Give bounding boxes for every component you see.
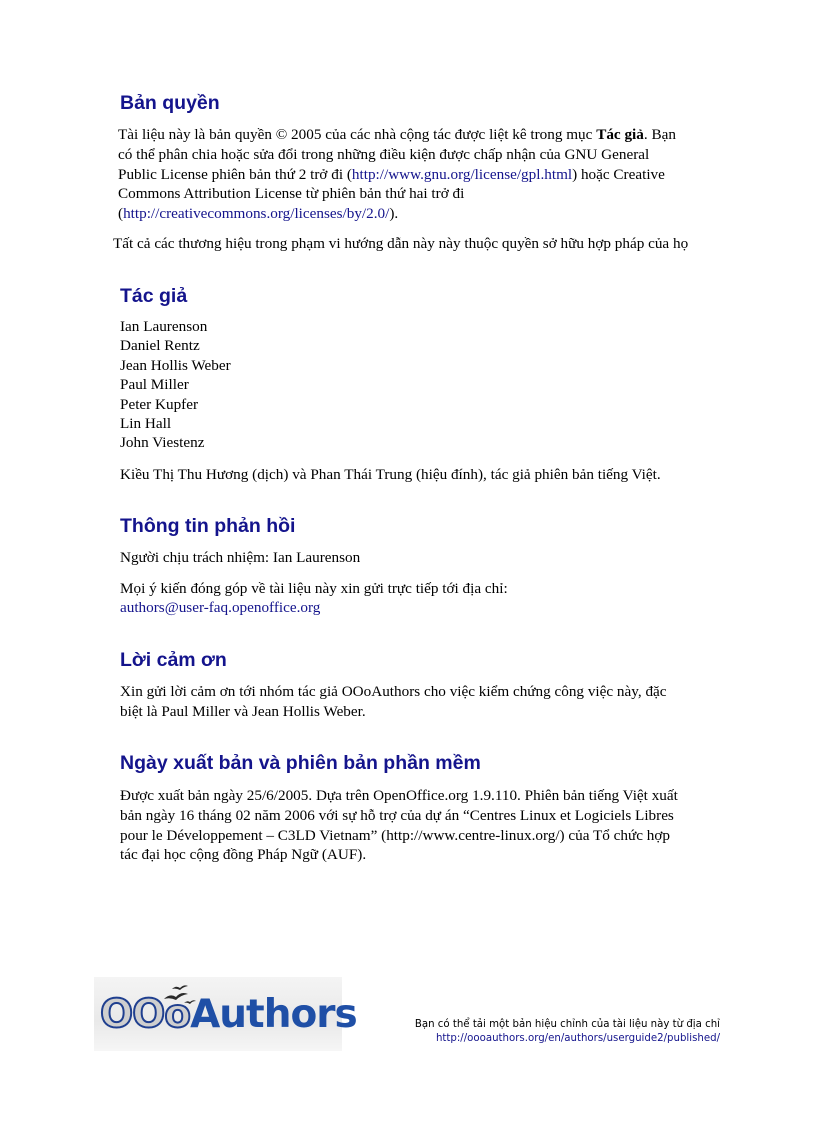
- responsible-person: Người chịu trách nhiệm: Ian Laurenson: [120, 549, 361, 566]
- thanks-line-1: Xin gửi lời cảm ơn tới nhóm tác giả OOoAuthors cho việc kiểm chứng công việc này, đặc: [120, 683, 667, 700]
- author-name: John Viestenz: [120, 434, 205, 452]
- publication-heading: Ngày xuất bản và phiên bản phần mềm: [120, 752, 481, 774]
- copyright-line-5: (http://creativecommons.org/licenses/by/2.0/).: [118, 205, 399, 222]
- publication-line-1: Được xuất bản ngày 25/6/2005. Dựa trên OpenOffice.org 1.9.110. Phiên bản tiếng Việt xuất: [120, 787, 678, 804]
- gpl-license-link[interactable]: http://www.gnu.org/license/gpl.html: [351, 166, 573, 183]
- download-note: [415, 1018, 720, 1046]
- author-name: Paul Miller: [120, 376, 189, 394]
- download-note-text: Bạn có thể tải một bản hiệu chỉnh của tài liệu này từ địa chỉ: [414, 1019, 720, 1030]
- author-name: Lin Hall: [120, 415, 172, 433]
- authors-section-reference: Tác giả: [596, 126, 644, 143]
- creative-commons-link[interactable]: http://creativecommons.org/licenses/by/2.0/: [123, 205, 390, 222]
- copyright-heading: Bản quyền: [120, 92, 220, 114]
- author-name: Ian Laurenson: [120, 318, 208, 335]
- authors-heading: Tác giả: [120, 285, 188, 307]
- thanks-line-2: biệt là Paul Miller và Jean Hollis Weber.: [120, 703, 366, 720]
- download-url-link[interactable]: http://oooauthors.org/en/authors/userguide2/published/: [435, 1033, 720, 1044]
- author-name: Jean Hollis Weber: [120, 356, 231, 374]
- translators-note: Kiều Thị Thu Hương (dịch) và Phan Thái Trung (hiệu đính), tác giả phiên bản tiếng Việt.: [120, 466, 661, 483]
- copyright-line-3: Public License phiên bản thứ 2 trở đi (http://www.gnu.org/license/gpl.html) hoặc Creative: [118, 166, 665, 183]
- logo-wordmark: OOoAuthors: [100, 992, 357, 1037]
- publication-line-2: bản ngày 16 tháng 02 năm 2006 với sự hỗ trợ của dự án “Centres Linux et Logiciels Libres: [120, 807, 674, 824]
- publication-line-3: pour le Développement – C3LD Vietnam” (http://www.centre-linux.org/) của Tổ chức hợp: [120, 827, 671, 844]
- copyright-line-1: Tài liệu này là bản quyền © 2005 của các nhà cộng tác được liệt kê trong mục Tác giả. Bạn: [118, 126, 676, 143]
- publication-line-4: tác đại học cộng đồng Pháp Ngữ (AUF).: [120, 846, 367, 863]
- thanks-heading: Lời cảm ơn: [120, 649, 227, 671]
- feedback-email-link[interactable]: authors@user-faq.openoffice.org: [120, 599, 321, 616]
- oooauthors-logo: [94, 977, 357, 1051]
- trademark-notice: Tất cả các thương hiệu trong phạm vi hướng dẫn này này thuộc quyền sở hữu hợp pháp của họ: [113, 235, 689, 252]
- feedback-heading: Thông tin phản hồi: [120, 515, 296, 537]
- copyright-line-4: Commons Attribution License từ phiên bản thứ hai trở đi: [118, 185, 465, 202]
- copyright-line-2: có thể phân chia hoặc sửa đổi trong những điều kiện được chấp nhận của GNU General: [118, 146, 650, 163]
- feedback-contact: Mọi ý kiến đóng góp về tài liệu này xin gửi trực tiếp tới địa chỉ:: [120, 580, 508, 597]
- author-name: Daniel Rentz: [120, 337, 200, 355]
- authors-list: [120, 317, 231, 453]
- author-name: Peter Kupfer: [120, 395, 199, 413]
